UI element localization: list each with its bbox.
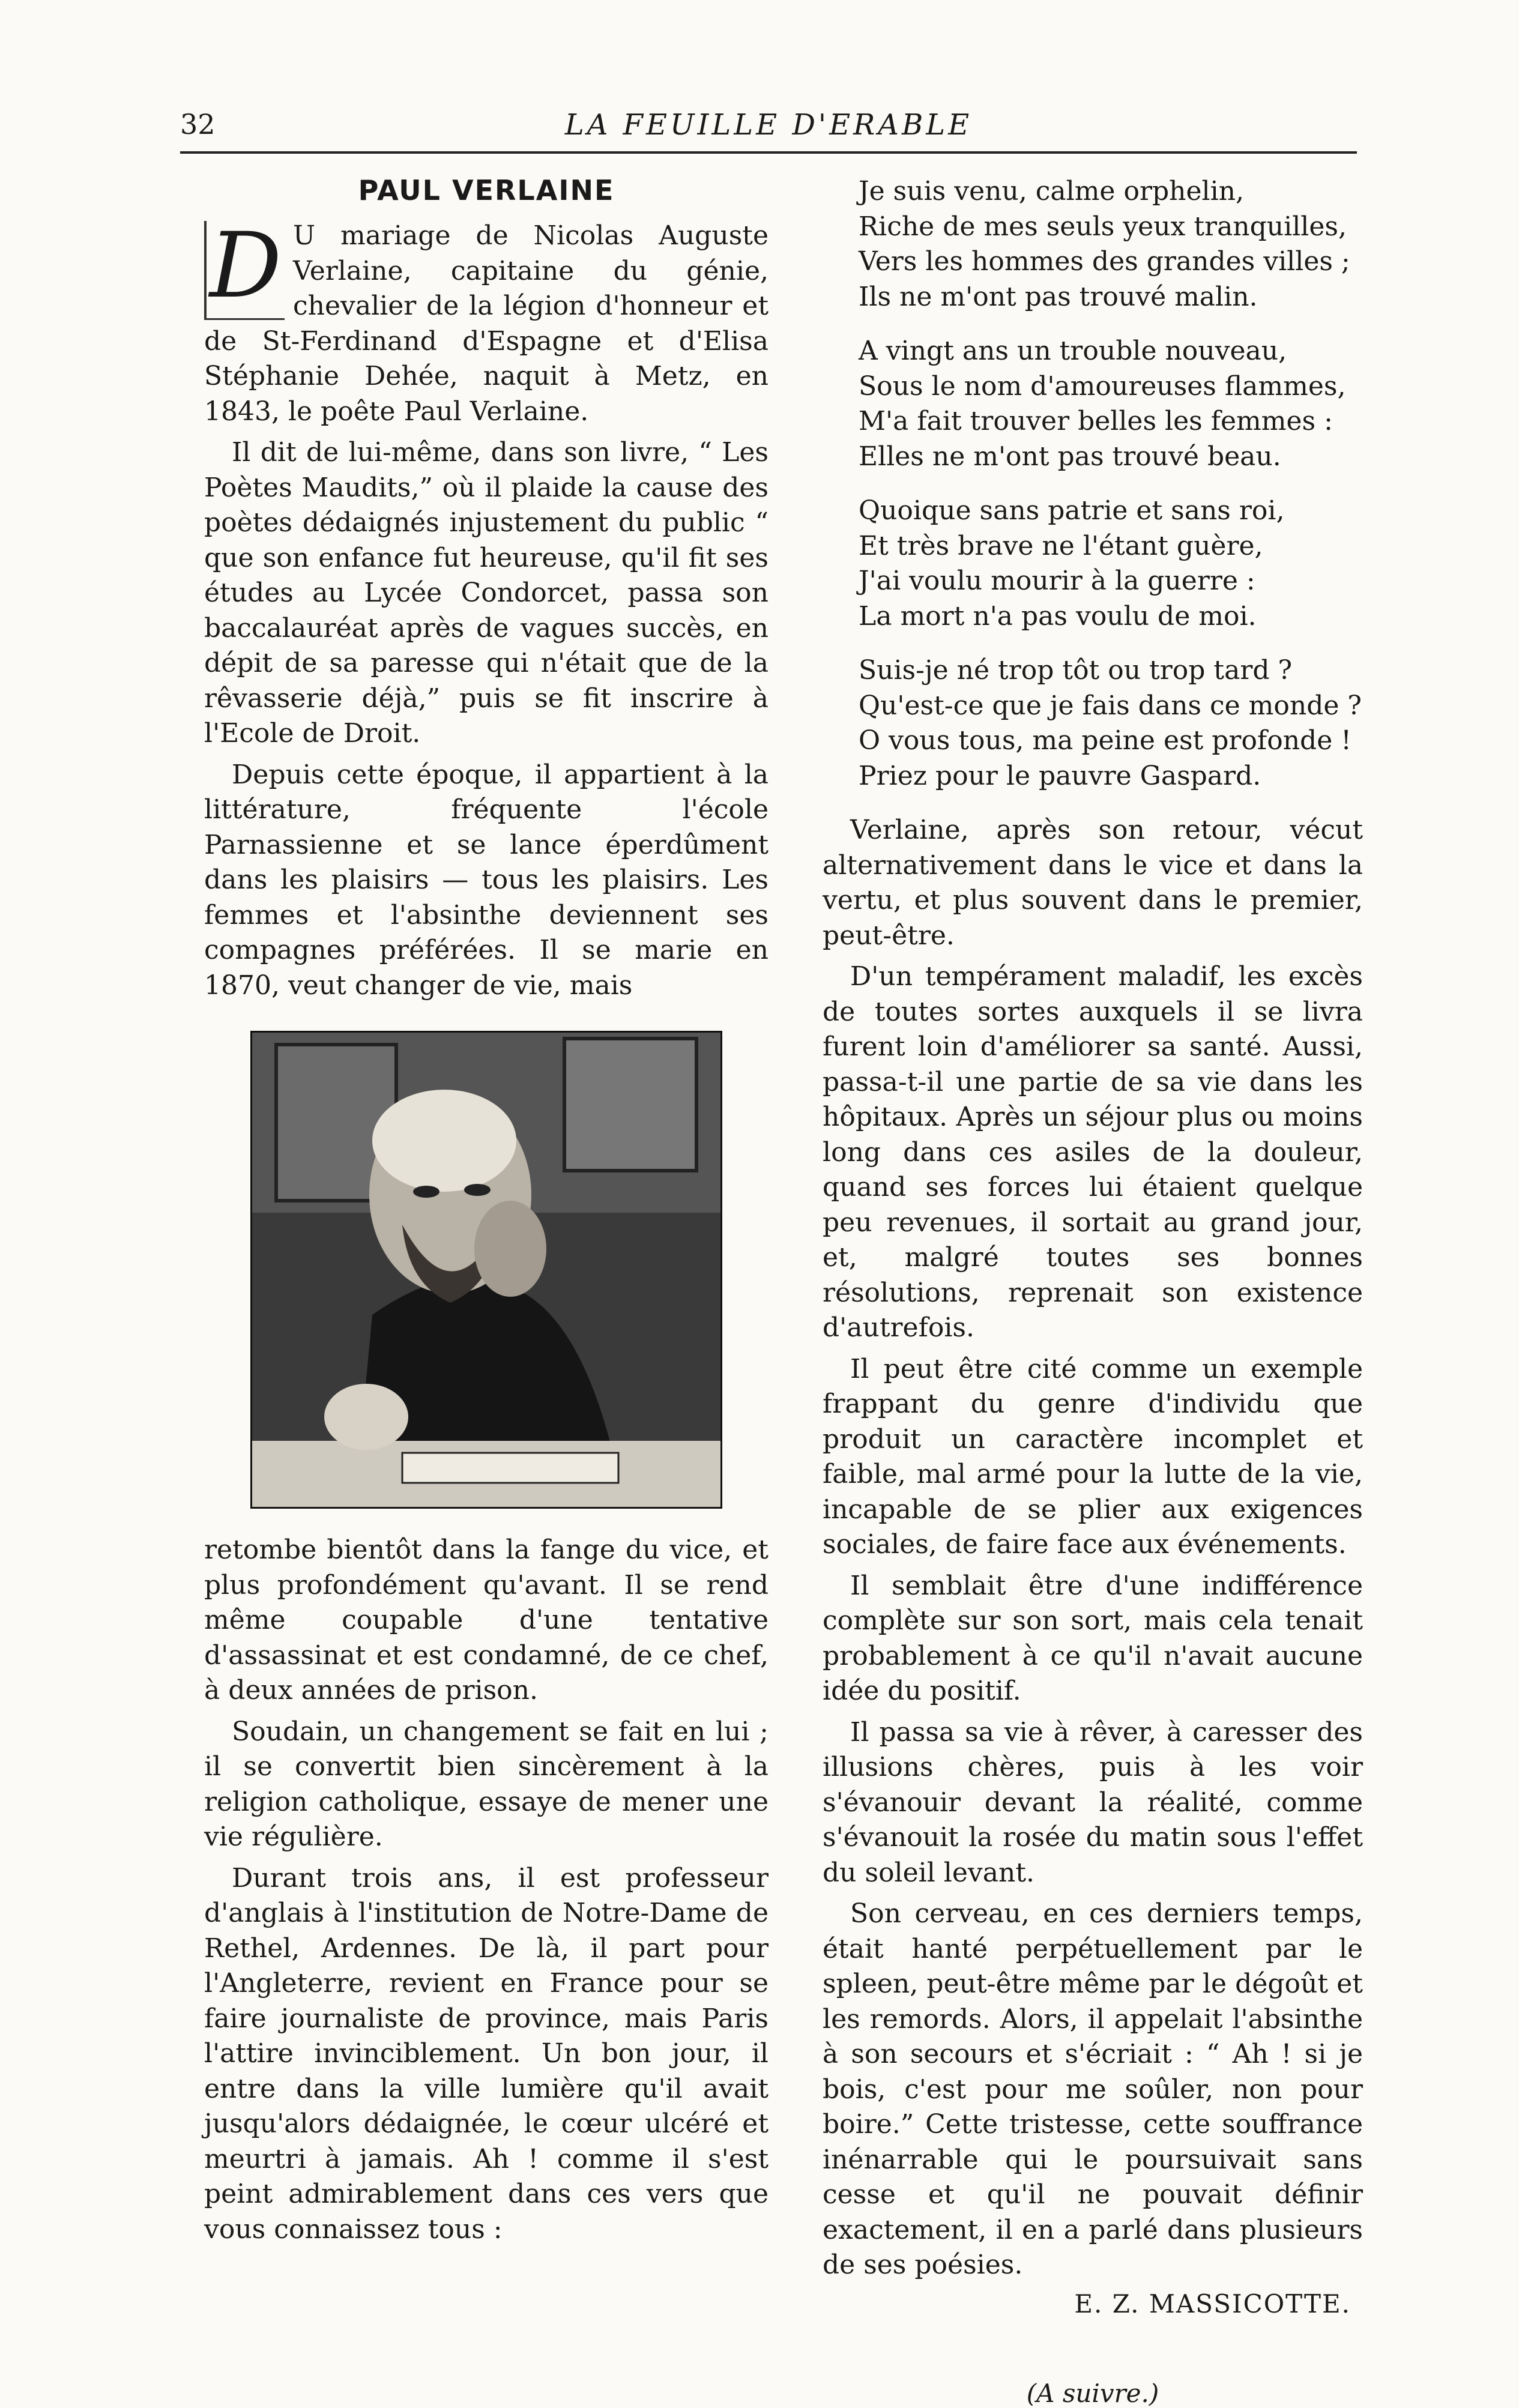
poem-stanza — [859, 653, 1363, 794]
poem-stanza — [859, 493, 1363, 634]
paragraph: Il peut être cité comme un exemple frappant du genre d'individu que produit un caractère incomplet et faible, mal armé pour la lutte de la vie, incapable de se plier aux exigences sociales, de faire face aux événements. — [823, 1353, 1363, 1560]
portrait-engraving — [252, 1033, 720, 1507]
poem-line: Suis-je né trop tôt ou trop tard ? — [859, 655, 1293, 686]
poem-line: Vers les hommes des grandes villes ; — [859, 246, 1350, 277]
journal-title: LA FEUILLE D'ERABLE — [564, 108, 973, 142]
paragraph: Il passa sa vie à rêver, à caresser des illusions chères, puis à les voir s'évanouir devant la réalité, comme s'évanouit la rosée du matin sous l'effet du soleil levant. — [823, 1716, 1363, 1888]
poem-line: A vingt ans un trouble nouveau, — [859, 336, 1287, 366]
running-header — [180, 102, 1357, 150]
right-column — [823, 174, 1363, 2408]
poem-line: Riche de mes seuls yeux tranquilles, — [859, 211, 1347, 242]
poem-line: Ils ne m'ont pas trouvé malin. — [859, 281, 1258, 312]
paragraph: Durant trois ans, il est professeur d'anglais à l'institution de Notre-Dame de Rethel, Ardennes. De là, il part pour l'Angleterre, revient en France pour se faire journaliste de province, mais Paris l'attire invinciblement. Un bon jour, il entre dans la ville lumière qu'il avait jusqu'alors dédaignée, le cœur ulcéré et meurtri à jamais. Ah ! comme il s'est peint admirablement dans ces vers que vous connaissez tous : — [204, 1862, 769, 2245]
author-signature: E. Z. MASSICOTTE. — [1074, 2289, 1351, 2319]
paragraph: Depuis cette époque, il appartient à la littérature, fréquente l'école Parnassienne et se lance éperdûment dans les plaisirs — tous les plaisirs. Les femmes et l'absinthe deviennent ses compagnes préférées. Il se marie en 1870, veut changer de vie, mais — [204, 759, 769, 1001]
dropcap-initial: D — [204, 221, 285, 320]
poem-line: M'a fait trouver belles les femmes : — [859, 406, 1333, 436]
poem-line: Qu'est-ce que je fais dans ce monde ? — [859, 690, 1362, 721]
poem-line: La mort n'a pas voulu de moi. — [859, 600, 1257, 632]
page-number: 32 — [180, 108, 216, 140]
header-rule — [180, 151, 1357, 154]
poem-stanza — [859, 334, 1363, 474]
poem-line: O vous tous, ma peine est profonde ! — [859, 725, 1351, 756]
paragraph: Son cerveau, en ces derniers temps, était hanté perpétuellement par le spleen, peut-être même par le dégoût et les remords. Alors, il appelait l'absinthe à son secours et s'écriait : “ Ah ! si je bois, c'est pour me soûler, non pour boire.” Cette tristesse, cette souffrance inénarrable qui le poursuivait sans cesse et qu'il ne pouvait définir exactement, il en a parlé dans plusieurs de ses poésies. — [823, 1898, 1363, 2280]
paragraph: Il semblait être d'une indifférence complète sur son sort, mais cela tenait probablement à ce qu'il n'avait aucune idée du positif. — [823, 1570, 1363, 1706]
paragraph: D'un tempérament maladif, les excès de toutes sortes auxquels il se livra furent loin d'améliorer sa santé. Aussi, passa-t-il une partie de sa vie dans les hôpitaux. Après un séjour plus ou moins long dans ces asiles de la douleur, quand ses forces lui étaient quelque peu revenues, il sortait au grand jour, et, malgré toutes ses bonnes résolutions, reprenait son existence d'autrefois. — [823, 961, 1363, 1343]
paragraph: Verlaine, après son retour, vécut alternativement dans le vice et dans la vertu, et plus souvent dans le premier, peut-être. — [823, 815, 1363, 951]
paragraph: U mariage de Nicolas Auguste Verlaine, capitaine du génie, chevalier de la légion d'honneur et de St-Ferdinand d'Espagne et d'Elisa Stéphanie Dehée, naquit à Metz, en 1843, le poête Paul Verlaine. — [204, 220, 769, 427]
poem-line: Priez pour le pauvre Gaspard. — [859, 760, 1261, 791]
poem-line: Je suis venu, calme orphelin, — [859, 176, 1244, 207]
poem-line: Quoique sans patrie et sans roi, — [859, 495, 1285, 526]
paragraph: retombe bientôt dans la fange du vice, et plus profondément qu'avant. Il se rend même coupable d'une tentative d'assassinat et est condamné, de ce chef, à deux années de prison. — [204, 1534, 769, 1706]
to-be-continued-note: (A suivre.) — [1026, 2378, 1159, 2408]
paragraph: Il dit de lui-même, dans son livre, “ Les Poètes Maudits,” où il plaide la cause des poètes dédaignés injustement du public “ que son enfance fut heureuse, qu'il fit ses études au Lycée Condorcet, passa son baccalauréat après de vagues succès, en dépit de sa paresse qui n'était que de la rêvasserie déjà,” puis se fit inscrire à l'Ecole de Droit. — [204, 437, 769, 749]
left-column — [204, 174, 769, 2253]
verlaine-portrait-image — [250, 1031, 722, 1509]
paragraph: Soudain, un changement se fait en lui ; il se convertit bien sincèrement à la religion catholique, essaye de mener une vie régulière. — [204, 1716, 769, 1852]
poem-line: J'ai voulu mourir à la guerre : — [859, 566, 1255, 596]
poem-line: Et très brave ne l'étant guère, — [859, 530, 1263, 561]
poem-line: Elles ne m'ont pas trouvé beau. — [859, 441, 1281, 472]
poem-line: Sous le nom d'amoureuses flammes, — [859, 370, 1346, 402]
article-title: PAUL VERLAINE — [358, 174, 615, 207]
first-paragraph — [204, 214, 769, 429]
poem-stanza — [859, 174, 1363, 315]
